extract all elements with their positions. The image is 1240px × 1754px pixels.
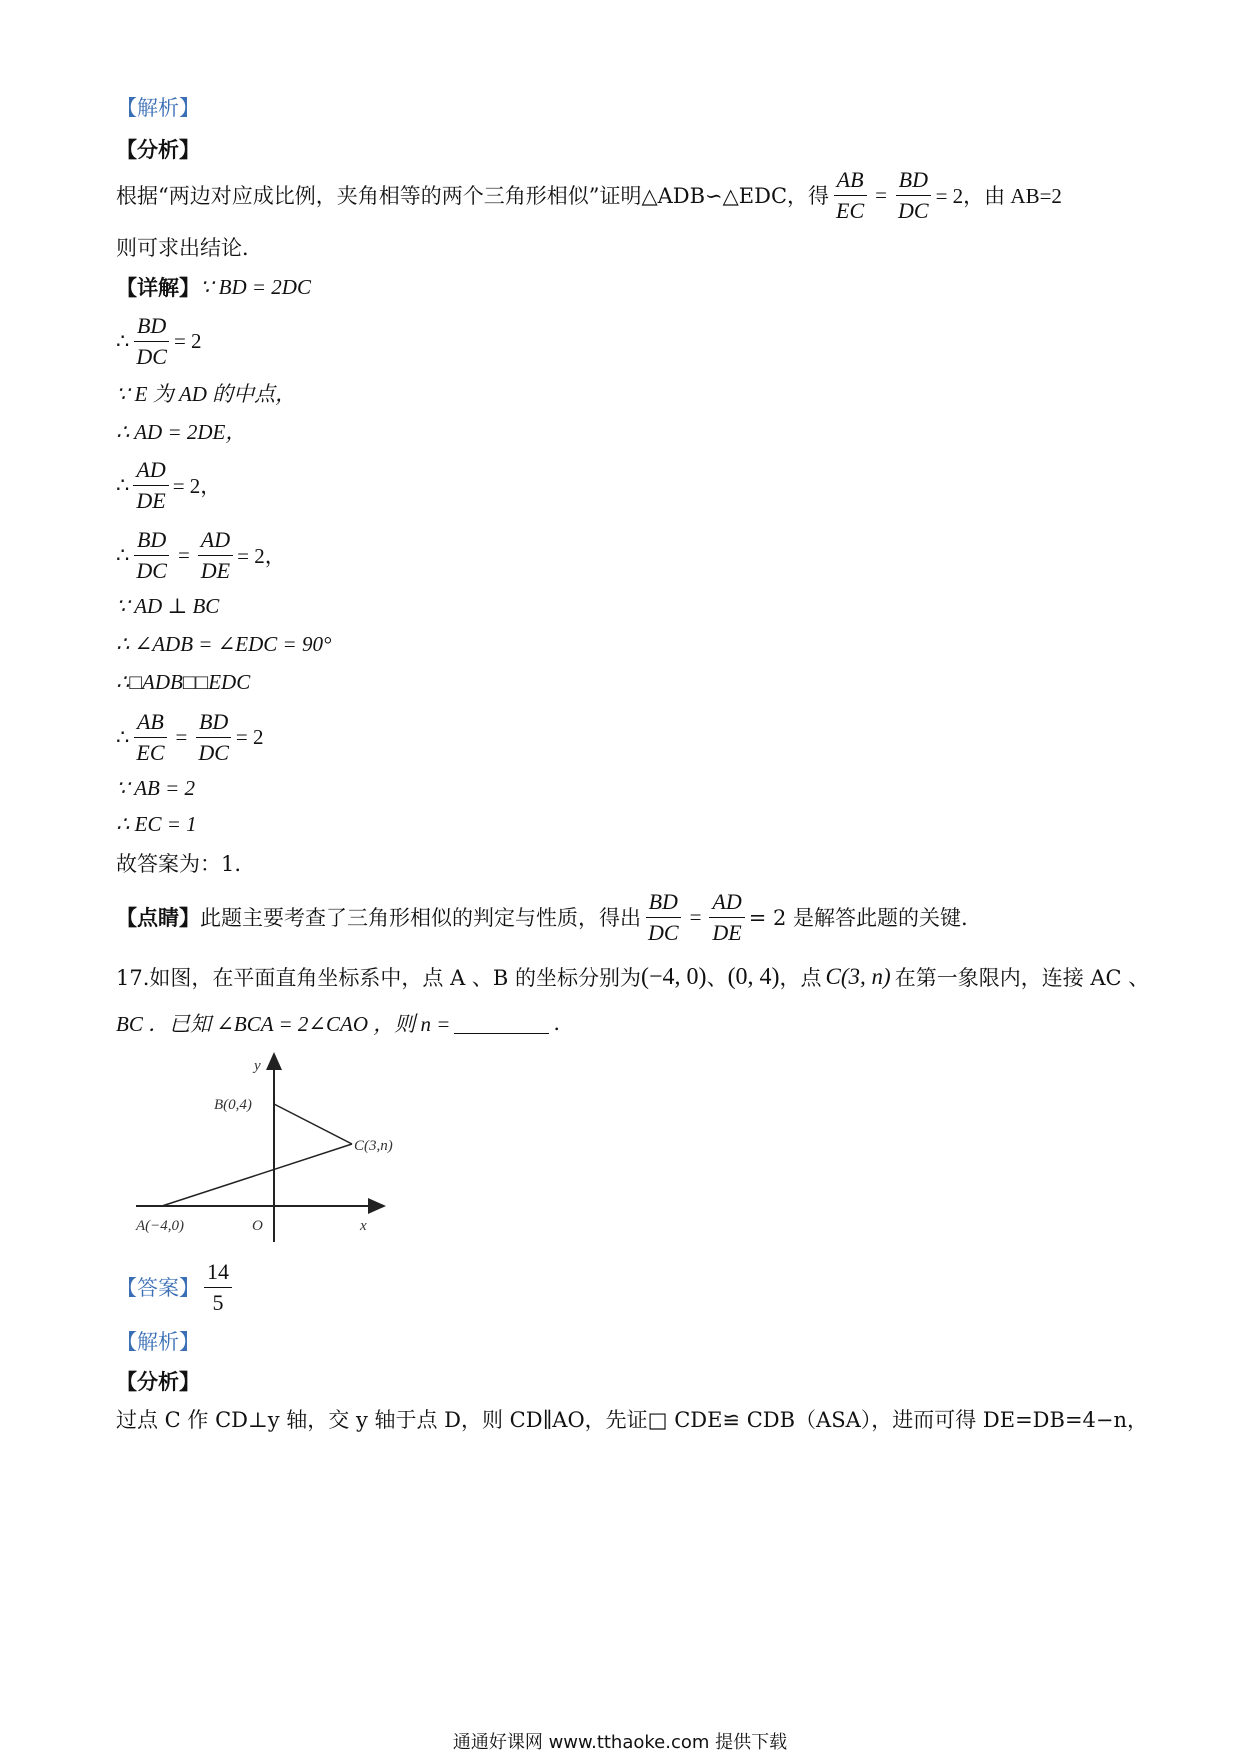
dianjing-text: 此题主要考查了三角形相似的判定与性质，得出 xyxy=(200,906,641,930)
therefore-symbol: ∴ xyxy=(116,472,130,497)
step-text: = 2， xyxy=(237,544,286,568)
problem-text: BC ．已知 ∠BCA = 2∠CAO ，则 n = xyxy=(116,1012,451,1036)
fraction-numerator: AD xyxy=(133,456,168,486)
jiexi-label: 【解析】 xyxy=(116,1330,200,1354)
fraction xyxy=(133,526,170,584)
therefore-symbol: ∴ xyxy=(116,542,130,567)
analysis-tail: = 2，由 AB=2 xyxy=(935,184,1062,208)
fraction-denominator: 5 xyxy=(212,1289,224,1315)
period: . xyxy=(553,1011,561,1035)
coord-b: (0, 4) xyxy=(727,963,780,990)
therefore-symbol: ∴ xyxy=(116,724,130,749)
detail-step-9 xyxy=(116,670,250,695)
coord-a: (−4, 0) xyxy=(641,963,707,990)
x-axis-label: x xyxy=(360,1218,367,1234)
coordinate-figure xyxy=(130,1048,420,1248)
fraction-denominator: DE xyxy=(200,557,231,583)
detail-step-6: ∴ $\frac{BD}{DC}$ = $\frac{AD}{DE}$ = 2， xyxy=(116,527,286,583)
fraction-denominator: DE xyxy=(136,487,166,513)
daan-line xyxy=(116,1258,236,1316)
segment-ac xyxy=(162,1144,352,1206)
fraction-denominator: DC xyxy=(136,343,167,369)
fraction xyxy=(133,456,168,514)
fraction-denominator: DC xyxy=(136,557,167,583)
fraction-numerator: AD xyxy=(709,888,744,918)
analysis-line-1: 根据“两边对应成比例，夹角相等的两个三角形相似”证明△ADB∽△EDC，得 $\frac{AB}{EC}$ = $\frac{BD}{DC}$ = 2，由 AB=2 xyxy=(116,167,1062,223)
analysis-text: 根据“两边对应成比例，夹角相等的两个三角形相似”证明△ADB∽△EDC，得 xyxy=(116,184,830,208)
fraction xyxy=(198,526,233,584)
fraction-numerator: BD xyxy=(134,312,169,342)
detail-step-11 xyxy=(116,776,195,801)
fraction-denominator: EC xyxy=(136,739,165,765)
fraction-numerator: BD xyxy=(196,708,231,738)
jiexi-heading-2 xyxy=(116,1326,200,1356)
problem-text: ，点 xyxy=(779,966,822,990)
detail-step-4 xyxy=(116,416,246,446)
analysis-line-2 xyxy=(116,232,263,262)
problem-text: 17.如图，在平面直角坐标系中，点 A 、B 的坐标分别为 xyxy=(116,966,642,990)
fraction xyxy=(709,888,744,946)
detail-step-10: ∴ $\frac{AB}{EC}$ = $\frac{BD}{DC}$ = 2 xyxy=(116,709,264,765)
segment-bc xyxy=(274,1104,352,1144)
fraction-numerator: AD xyxy=(198,526,233,556)
jiexi-heading xyxy=(116,92,200,122)
step-text: ∴ AD = 2DE， xyxy=(116,420,247,444)
fraction-bd-dc xyxy=(895,166,932,224)
step-text: ∴ EC = 1 xyxy=(116,812,197,836)
answer-fraction xyxy=(204,1258,232,1316)
point-c-label: C(3,n) xyxy=(354,1138,393,1154)
fraction-numerator: BD xyxy=(646,888,681,918)
xiangjie-label: 【详解】 xyxy=(116,275,200,300)
detail-step-3 xyxy=(116,378,296,408)
fenxi-label: 【分析】 xyxy=(116,1369,200,1394)
problem-text: 在第一象限内，连接 AC 、 xyxy=(894,966,1150,990)
fraction xyxy=(133,312,170,370)
y-axis-label: y xyxy=(254,1058,261,1074)
origin-label: O xyxy=(252,1218,263,1234)
detail-step-8 xyxy=(116,632,331,657)
fraction-numerator: BD xyxy=(896,166,931,196)
problem17-line-1 xyxy=(116,962,1149,992)
jiexi-label: 【解析】 xyxy=(116,96,200,120)
dianjing-label: 【点睛】 xyxy=(116,905,200,930)
fenxi-label: 【分析】 xyxy=(116,137,200,162)
step-text: ∵ E 为 AD 的中点， xyxy=(116,382,297,406)
fraction-ab-ec xyxy=(833,166,867,224)
fraction-numerator: AB xyxy=(834,166,867,196)
fraction-denominator: DC xyxy=(648,919,679,945)
fraction-numerator: AB xyxy=(134,708,167,738)
detail-step-5 xyxy=(116,456,221,514)
answer-line xyxy=(116,848,241,878)
analysis-text: 则可求出结论． xyxy=(116,236,263,260)
fraction xyxy=(195,708,232,766)
detail-step-2 xyxy=(116,312,202,370)
fraction-numerator: 14 xyxy=(204,1258,232,1288)
fenxi-heading xyxy=(116,134,200,164)
fraction xyxy=(645,888,682,946)
detail-step-12 xyxy=(116,812,197,837)
daan-label: 【答案】 xyxy=(116,1276,200,1300)
step-text: = 2， xyxy=(172,474,222,498)
dianjing-line: 【点睛】 此题主要考查了三角形相似的判定与性质，得出 $\frac{BD}{DC}$ = $\frac{AD}{DE}$ = 2 是解答此题的关键. xyxy=(116,889,968,945)
therefore-symbol: ∴ xyxy=(116,328,130,353)
dianjing-tail: = 2 是解答此题的关键. xyxy=(748,906,968,930)
step-text: ∵ BD = 2DC xyxy=(200,274,311,299)
fenxi-heading-2 xyxy=(116,1366,200,1396)
point-a-label: A(−4,0) xyxy=(136,1218,185,1234)
analysis-text: 过点 C 作 CD⊥y 轴，交 y 轴于点 D，则 CD∥AO，先证□ CDE≌ CDB（ASA），进而可得 DE=DB=4−n， xyxy=(116,1408,1149,1432)
step-text: = 2 xyxy=(173,328,202,353)
answer-blank xyxy=(454,1013,549,1034)
page-footer: 通通好课网 www.tthaoke.com 提供下载 xyxy=(452,1732,788,1753)
fraction-denominator: DC xyxy=(898,197,929,223)
point-c: C(3, n) xyxy=(825,964,891,989)
step-text: = 2 xyxy=(235,724,264,749)
fraction-denominator: DC xyxy=(198,739,229,765)
fraction-numerator: BD xyxy=(134,526,169,556)
problem17-line-2 xyxy=(116,1008,560,1038)
detail-step-1 xyxy=(116,272,311,302)
step-text: ∵ AD ⊥ BC xyxy=(116,594,220,618)
step-text: ∵ AB = 2 xyxy=(116,776,196,800)
problem17-analysis-line xyxy=(116,1404,1148,1434)
detail-step-7 xyxy=(116,594,219,619)
fraction-denominator: DE xyxy=(712,919,742,945)
fraction-denominator: EC xyxy=(836,197,865,223)
answer-text: 故答案为：1. xyxy=(116,852,242,876)
step-text: ∴□ADB□□EDC xyxy=(116,670,251,694)
separator: 、 xyxy=(706,966,728,990)
step-text: ∴ ∠ADB = ∠EDC = 90° xyxy=(116,632,332,656)
fraction xyxy=(133,708,167,766)
point-b-label: B(0,4) xyxy=(214,1097,252,1113)
